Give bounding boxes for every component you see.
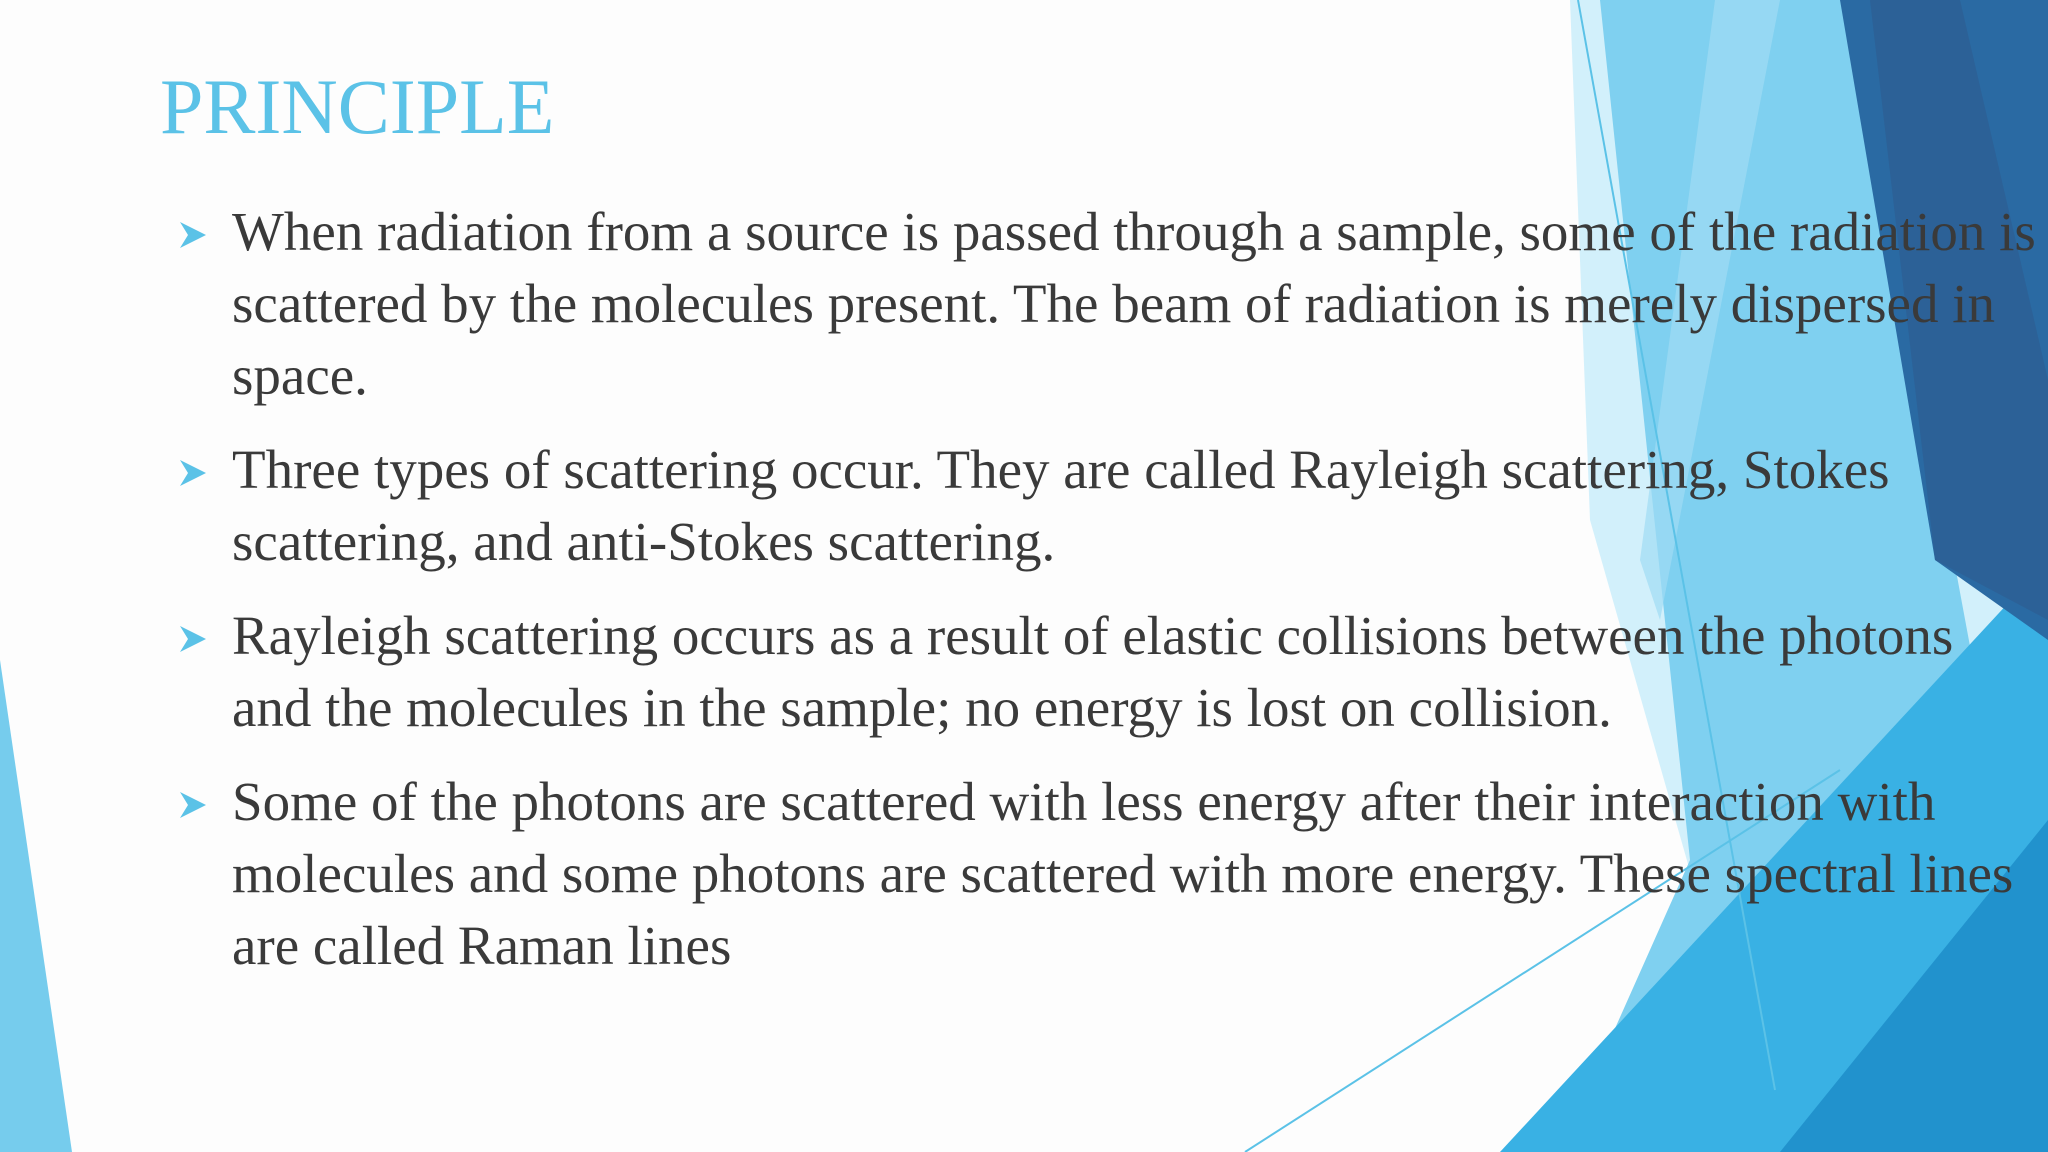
arrow-bullet-icon [176, 788, 210, 822]
arrow-bullet-icon [176, 622, 210, 656]
bullet-text: Rayleigh scattering occurs as a result of elastic collisions between the photons and the molecules in the sample; no energy is lost on collision. [232, 605, 1954, 738]
left-edge-shape [0, 660, 72, 1152]
bullet-text: When radiation from a source is passed through a sample, some of the radiation is scattered by the molecules present. The beam of radiation is merely dispersed in space. [232, 201, 2036, 406]
bullet-list [176, 196, 2046, 1004]
arrow-bullet-icon [176, 218, 210, 252]
list-item [176, 766, 2046, 982]
list-item [176, 196, 2046, 412]
arrow-bullet-icon [176, 456, 210, 490]
bullet-text: Three types of scattering occur. They are called Rayleigh scattering, Stokes scattering, and anti-Stokes scattering. [232, 439, 1890, 572]
page-title: PRINCIPLE [160, 63, 555, 150]
list-item [176, 434, 2046, 578]
list-item [176, 600, 2046, 744]
bullet-text: Some of the photons are scattered with less energy after their interaction with molecules and some photons are scattered with more energy. These spectral lines are called Raman lines [232, 771, 2014, 976]
